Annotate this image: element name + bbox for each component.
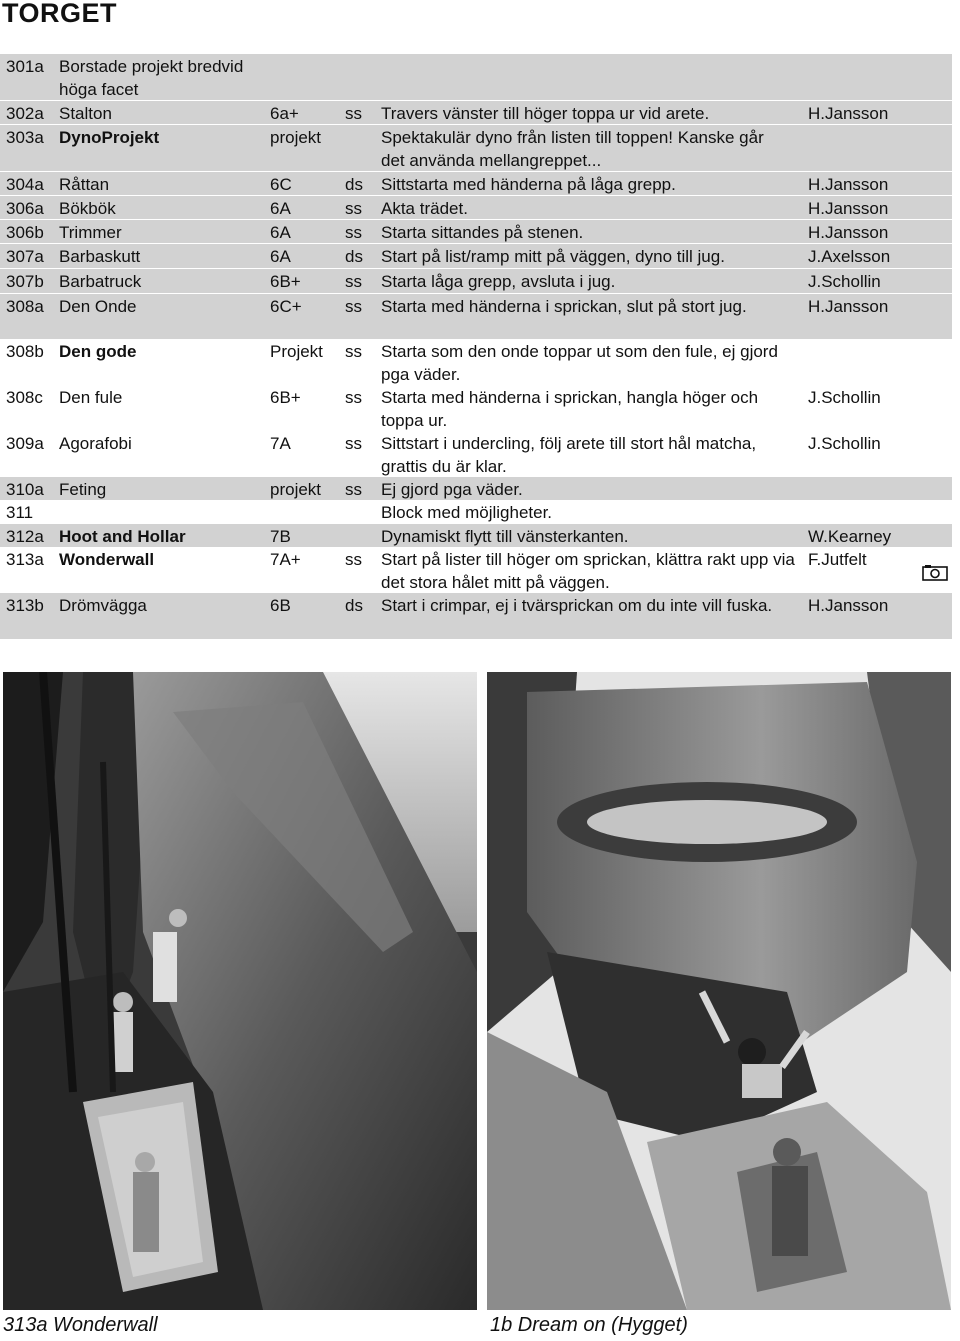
route-name: Hoot and Hollar bbox=[59, 527, 186, 546]
table-row bbox=[0, 431, 952, 477]
route-author: F.Jutfelt bbox=[808, 550, 867, 569]
route-grade: Projekt bbox=[270, 342, 323, 361]
route-description: Dynamiskt flytt till vänsterkanten. bbox=[381, 527, 629, 546]
table-row bbox=[0, 593, 952, 639]
route-description: Sittstarta med händerna på låga grepp. bbox=[381, 175, 676, 194]
route-start: ds bbox=[345, 247, 363, 266]
route-grade: 6C bbox=[270, 175, 292, 194]
route-author: H.Jansson bbox=[808, 297, 889, 316]
route-number: 313a bbox=[6, 550, 44, 569]
route-grade: 7A bbox=[270, 434, 291, 453]
route-name: Den gode bbox=[59, 342, 137, 361]
route-number: 312a bbox=[6, 527, 44, 546]
route-grade: projekt bbox=[270, 480, 322, 499]
table-row bbox=[0, 293, 952, 339]
table-row bbox=[0, 54, 952, 100]
route-author: J.Schollin bbox=[808, 434, 881, 453]
route-start: ss bbox=[345, 199, 362, 218]
route-name: Agorafobi bbox=[59, 434, 132, 453]
route-grade: 7A+ bbox=[270, 550, 301, 569]
caption-right: 1b Dream on (Hygget) bbox=[490, 1314, 688, 1336]
route-number: 313b bbox=[6, 596, 44, 615]
route-name: Trimmer bbox=[59, 223, 122, 242]
route-name: Bökbök bbox=[59, 199, 116, 218]
table-row bbox=[0, 195, 952, 219]
route-name: Wonderwall bbox=[59, 550, 155, 569]
table-row bbox=[0, 171, 952, 195]
route-start: ss bbox=[345, 223, 362, 242]
route-number: 307b bbox=[6, 272, 44, 291]
route-description: Sittstart i undercling, följ arete till stort hål matcha, grattis du är klar. bbox=[381, 434, 757, 476]
route-table bbox=[0, 54, 952, 639]
route-grade: 6B+ bbox=[270, 388, 301, 407]
route-description: Starta låga grepp, avsluta i jug. bbox=[381, 272, 616, 291]
caption-left: 313a Wonderwall bbox=[3, 1314, 158, 1336]
route-grade: 6a+ bbox=[270, 104, 299, 123]
route-number: 306a bbox=[6, 199, 44, 218]
route-grade: 6B+ bbox=[270, 272, 301, 291]
route-description: Spektakulär dyno från listen till toppen! Kanske går det använda mellangreppet... bbox=[381, 128, 764, 170]
table-row bbox=[0, 524, 952, 547]
route-start: ss bbox=[345, 104, 362, 123]
route-name: Råttan bbox=[59, 175, 110, 194]
table-row bbox=[0, 385, 952, 431]
route-description: Start i crimpar, ej i tvärsprickan om du inte vill fuska. bbox=[381, 596, 773, 615]
route-start: ss bbox=[345, 480, 362, 499]
route-author: J.Schollin bbox=[808, 272, 881, 291]
route-name: Borstade projekt bredvid höga facet bbox=[59, 57, 244, 99]
route-number: 301a bbox=[6, 57, 44, 76]
route-description: Ej gjord pga väder. bbox=[381, 480, 523, 499]
route-name: Den Onde bbox=[59, 297, 137, 316]
camera-icon bbox=[922, 564, 948, 581]
route-number: 310a bbox=[6, 480, 44, 499]
route-number: 304a bbox=[6, 175, 44, 194]
route-number: 303a bbox=[6, 128, 44, 147]
table-row bbox=[0, 100, 952, 124]
route-start: ds bbox=[345, 596, 363, 615]
route-description: Start på list/ramp mitt på väggen, dyno till jug. bbox=[381, 247, 725, 266]
route-description: Block med möjligheter. bbox=[381, 503, 553, 522]
route-number: 302a bbox=[6, 104, 44, 123]
route-name: DynoProjekt bbox=[59, 128, 160, 147]
route-grade: 7B bbox=[270, 527, 291, 546]
route-grade: 6A bbox=[270, 223, 291, 242]
route-start: ss bbox=[345, 297, 362, 316]
table-row bbox=[0, 547, 952, 593]
table-row bbox=[0, 500, 952, 524]
route-number: 307a bbox=[6, 247, 44, 266]
route-number: 308c bbox=[6, 388, 43, 407]
route-description: Starta sittandes på stenen. bbox=[381, 223, 584, 242]
photo-dream-on bbox=[487, 672, 951, 1310]
route-description: Travers vänster till höger toppa ur vid arete. bbox=[381, 104, 710, 123]
route-description: Starta som den onde toppar ut som den fule, ej gjord pga väder. bbox=[381, 342, 778, 384]
table-row bbox=[0, 124, 952, 171]
route-description: Akta trädet. bbox=[381, 199, 468, 218]
route-name: Feting bbox=[59, 480, 107, 499]
route-author: H.Jansson bbox=[808, 175, 889, 194]
route-number: 311 bbox=[6, 503, 34, 522]
route-description: Starta med händerna i sprickan, slut på stort jug. bbox=[381, 297, 747, 316]
table-row bbox=[0, 339, 952, 385]
route-grade: 6B bbox=[270, 596, 291, 615]
route-number: 306b bbox=[6, 223, 44, 242]
route-name: Barbatruck bbox=[59, 272, 142, 291]
route-author: H.Jansson bbox=[808, 223, 889, 242]
route-author: J.Axelsson bbox=[808, 247, 891, 266]
route-name: Drömvägga bbox=[59, 596, 147, 615]
route-name: Stalton bbox=[59, 104, 112, 123]
route-author: H.Jansson bbox=[808, 104, 889, 123]
route-number: 308b bbox=[6, 342, 44, 361]
route-number: 308a bbox=[6, 297, 44, 316]
route-start: ss bbox=[345, 550, 362, 569]
route-start: ss bbox=[345, 272, 362, 291]
route-name: Barbaskutt bbox=[59, 247, 141, 266]
route-author: H.Jansson bbox=[808, 199, 889, 218]
table-row bbox=[0, 477, 952, 500]
route-author: J.Schollin bbox=[808, 388, 881, 407]
route-number: 309a bbox=[6, 434, 44, 453]
route-author: W.Kearney bbox=[808, 527, 892, 546]
route-description: Start på lister till höger om sprickan, klättra rakt upp via det stora hålet mitt på väggen. bbox=[381, 550, 795, 592]
photo-wonderwall bbox=[3, 672, 477, 1310]
route-description: Starta med händerna i sprickan, hangla höger och toppa ur. bbox=[381, 388, 759, 430]
route-start: ds bbox=[345, 175, 363, 194]
table-row bbox=[0, 219, 952, 243]
route-grade: 6A bbox=[270, 247, 291, 266]
table-row bbox=[0, 243, 952, 268]
route-grade: projekt bbox=[270, 128, 322, 147]
route-start: ss bbox=[345, 342, 362, 361]
table-row bbox=[0, 268, 952, 293]
route-start: ss bbox=[345, 434, 362, 453]
page-title: TORGET bbox=[2, 0, 118, 28]
route-grade: 6A bbox=[270, 199, 291, 218]
route-name: Den fule bbox=[59, 388, 123, 407]
route-start: ss bbox=[345, 388, 362, 407]
route-author: H.Jansson bbox=[808, 596, 889, 615]
route-grade: 6C+ bbox=[270, 297, 302, 316]
